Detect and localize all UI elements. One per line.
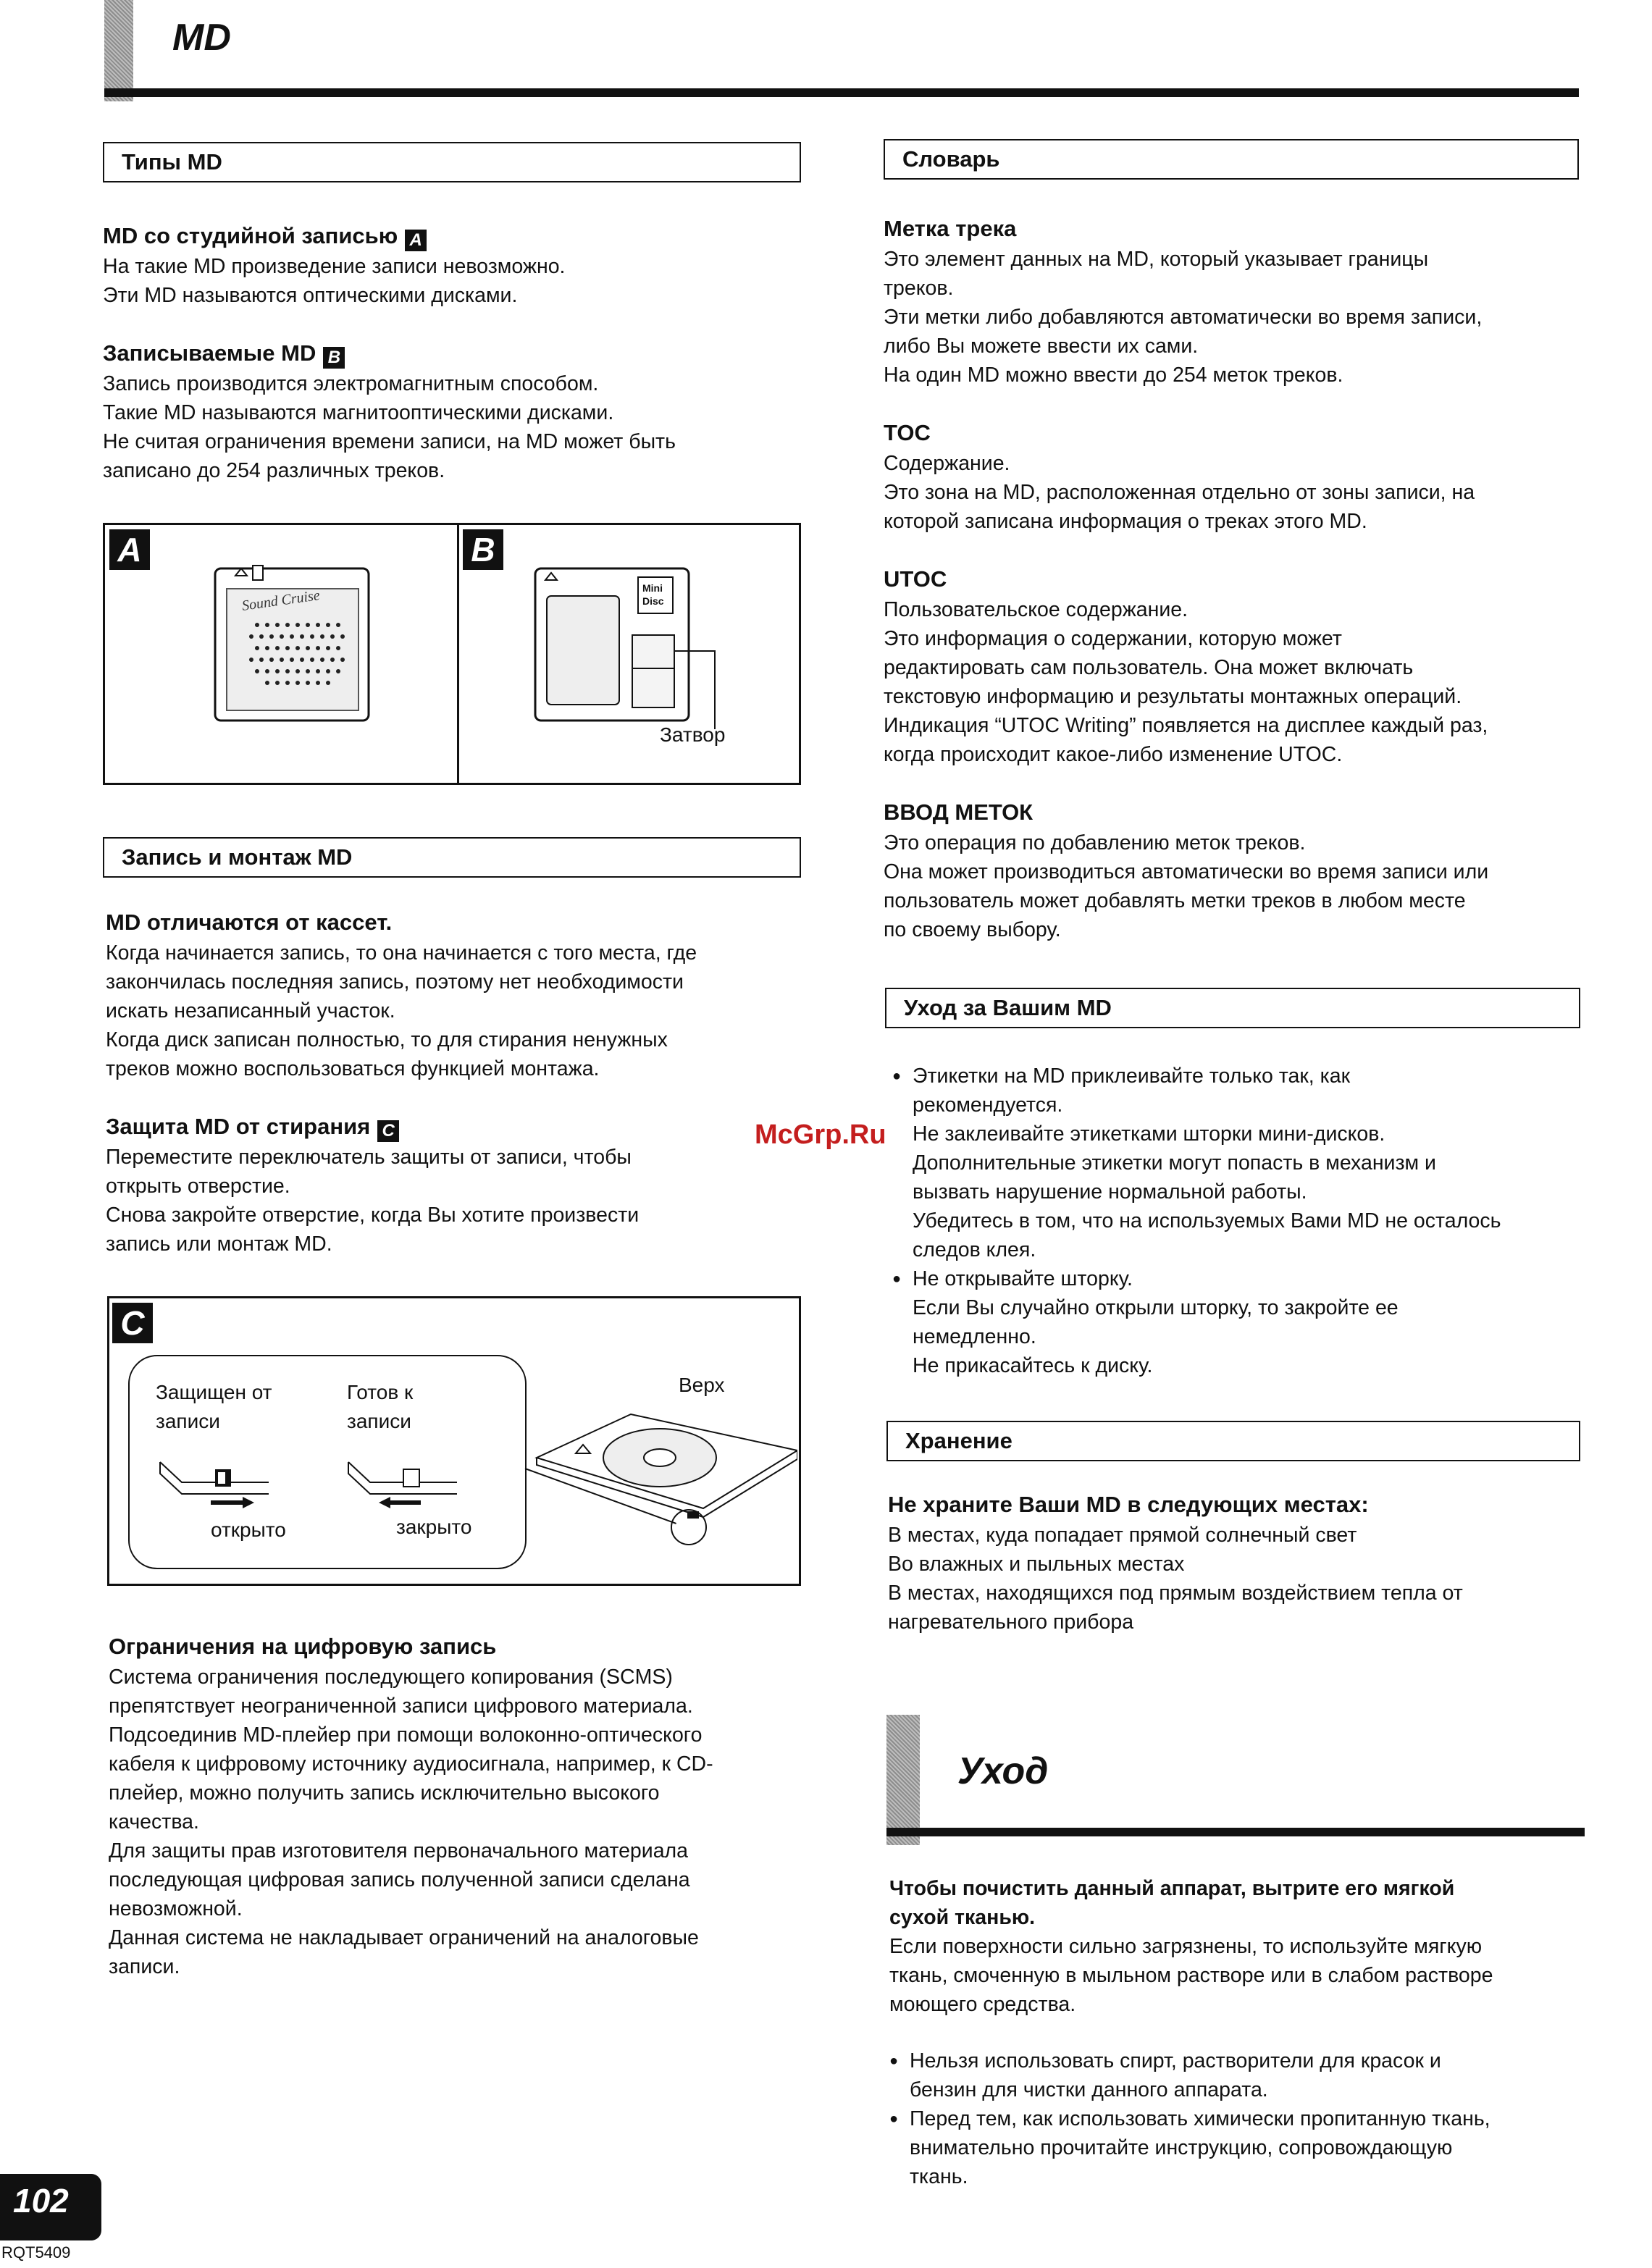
care-title-tab (886, 1715, 920, 1845)
studio-md-text: На такие MD произведение записи невозможно. Эти MD называются оптическими дисками. (103, 255, 566, 307)
figure-c (107, 1296, 801, 1586)
def-utoc: Пользовательское содержание. Это информация о содержании, которую может редактировать сам пользователь. Она может включать текстовую информацию и результаты монтажных операций. Индикация “UTOC Writing” появляется на дисплее каждый раз, когда происходит какое-либо изменение UTOC. (884, 598, 1488, 766)
term-utoc: UTOC (884, 566, 947, 592)
section-glossary: Словарь (884, 139, 1579, 180)
care-md-item: ● Этикетки на MD приклеивайте только так, как рекомендуется. Не заклеивайте этикетками шторки мини-дисков. Дополнительные этикетки могут попасть в механизм и вызвать нарушение нормальной работы. Убедитесь в том, что на используемых Вами MD не осталось следов клея. (892, 1062, 1617, 1264)
badge-b: B (323, 347, 345, 369)
care-unit-text: Если поверхности сильно загрязнены, то используйте мягкую ткань, смоченную в мыльном растворе или в слабом растворе моющего средства. (889, 1935, 1493, 2016)
section-types: Типы MD (103, 142, 801, 182)
care-title: Уход (957, 1750, 1049, 1792)
top-label: Верх (679, 1374, 725, 1396)
figure-ab (103, 523, 801, 785)
shutter-label: Затвор (660, 723, 726, 746)
badge-a: A (405, 230, 427, 251)
doc-code: RQT5409 (1, 2243, 71, 2261)
differ-text: Когда начинается запись, то она начинается с того места, где закончилась последняя запись, поэтому нет необходимости искать незаписанный участок. Когда диск записан полностью, то для стирания ненужных треков можно воспользоваться функцией монтажа. (106, 941, 697, 1080)
md-studio-illustration (192, 539, 424, 757)
care-rule (886, 1828, 1585, 1836)
term-mark-input: ВВОД МЕТОК (884, 799, 1033, 825)
recording-block (106, 907, 815, 1286)
care-md-block (892, 1062, 1617, 1380)
digital-block (109, 1631, 818, 1981)
figure-label-b: B (463, 529, 503, 570)
svg-text:Disc: Disc (642, 595, 664, 607)
closed-label: закрыто (396, 1516, 472, 1538)
term-track-mark: Метка трека (884, 216, 1017, 241)
ready-label: Готов к записи (347, 1381, 414, 1432)
storage-heading: Не храните Ваши MD в следующих местах: (888, 1492, 1369, 1517)
open-label: открыто (211, 1519, 286, 1541)
protect-heading: Защита MD от стирания C (106, 1111, 815, 1143)
protected-label: Защищен от записи (156, 1381, 272, 1432)
care-md-item: ● Не открывайте шторку. Если Вы случайно открыли шторку, то закройте ее немедленно. Не прикасайтесь к диску. (892, 1264, 1617, 1380)
protect-text: Переместите переключатель защиты от записи, чтобы открыть отверстие. Снова закройте отверстие, когда Вы хотите произвести запись или монтаж MD. (106, 1146, 640, 1256)
page-number: 102 (13, 2182, 69, 2219)
section-storage: Хранение (886, 1421, 1580, 1461)
header-rule (104, 88, 1579, 97)
recordable-md-text: Запись производится электромагнитным способом. Такие MD называются магнитооптическими дисками. Не считая ограничения времени записи, на MD может быть записано до 254 различных треков. (103, 372, 676, 482)
care-unit-bullet: ● Перед тем, как использовать химически пропитанную ткань, внимательно прочитайте инструкцию, сопровождающую ткань. (889, 2104, 1614, 2191)
md-top-illustration (515, 1393, 797, 1581)
def-track-mark: Это элемент данных на MD, который указывает границы треков. Эти метки либо добавляются автоматически во время записи, либо Вы можете ввести их сами. На один MD можно ввести до 254 меток треков. (884, 248, 1483, 387)
term-toc: TOC (884, 420, 931, 445)
header-tab (104, 0, 133, 101)
care-unit-block (889, 1874, 1614, 2191)
mini-disc-logo: Mini (642, 582, 663, 594)
digital-heading: Ограничения на цифровую запись (109, 1634, 497, 1659)
glossary-block (884, 213, 1608, 972)
studio-md-heading: MD со студийной записью A (103, 220, 813, 252)
care-unit-bullet: ● Нельзя использовать спирт, растворители для красок и бензин для чистки данного аппарата. (889, 2046, 1614, 2104)
section-recording: Запись и монтаж MD (103, 837, 801, 878)
recordable-md-heading: Записываемые MD B (103, 337, 813, 369)
types-block (103, 220, 813, 513)
watermark: McGrp.Ru (755, 1120, 886, 1150)
section-care-md: Уход за Вашим MD (885, 988, 1580, 1028)
md-recordable-illustration (525, 539, 786, 778)
sound-cruise-label: Sound Cruise (240, 587, 321, 614)
def-toc: Содержание. Это зона на MD, расположенная отдельно от зоны записи, на которой записана информация о треках этого MD. (884, 452, 1475, 533)
badge-c: C (377, 1120, 399, 1142)
def-mark-input: Это операция по добавлению меток треков. Она может производиться автоматически во время записи или пользователь может добавлять метки треков в любом месте по своему выбору. (884, 831, 1489, 941)
storage-text: В местах, куда попадает прямой солнечный свет Во влажных и пыльных местах В местах, находящихся под прямым воздействием тепла от нагревательного прибора (888, 1524, 1463, 1634)
care-unit-heading: Чтобы почистить данный аппарат, вытрите его мягкой сухой тканью. (889, 1877, 1455, 1929)
storage-block (888, 1489, 1612, 1637)
figure-label-c: C (112, 1303, 153, 1343)
digital-text: Система ограничения последующего копирования (SCMS) препятствует неограниченной записи цифрового материала. Подсоединив MD-плейер при помощи волоконно-оптического кабеля к цифровому источнику аудиосигнала, например, к CD- плейер, можно получить запись исключительно высокого качества. Для защиты прав изготовителя первоначального материала последующая цифровая запись полученной записи сделана невозможной. Данная система не накладывает ограничений на аналоговые записи. (109, 1666, 713, 1978)
page-title: MD (172, 17, 231, 59)
differ-heading: MD отличаются от кассет. (106, 910, 393, 935)
figure-label-a: A (109, 529, 150, 570)
